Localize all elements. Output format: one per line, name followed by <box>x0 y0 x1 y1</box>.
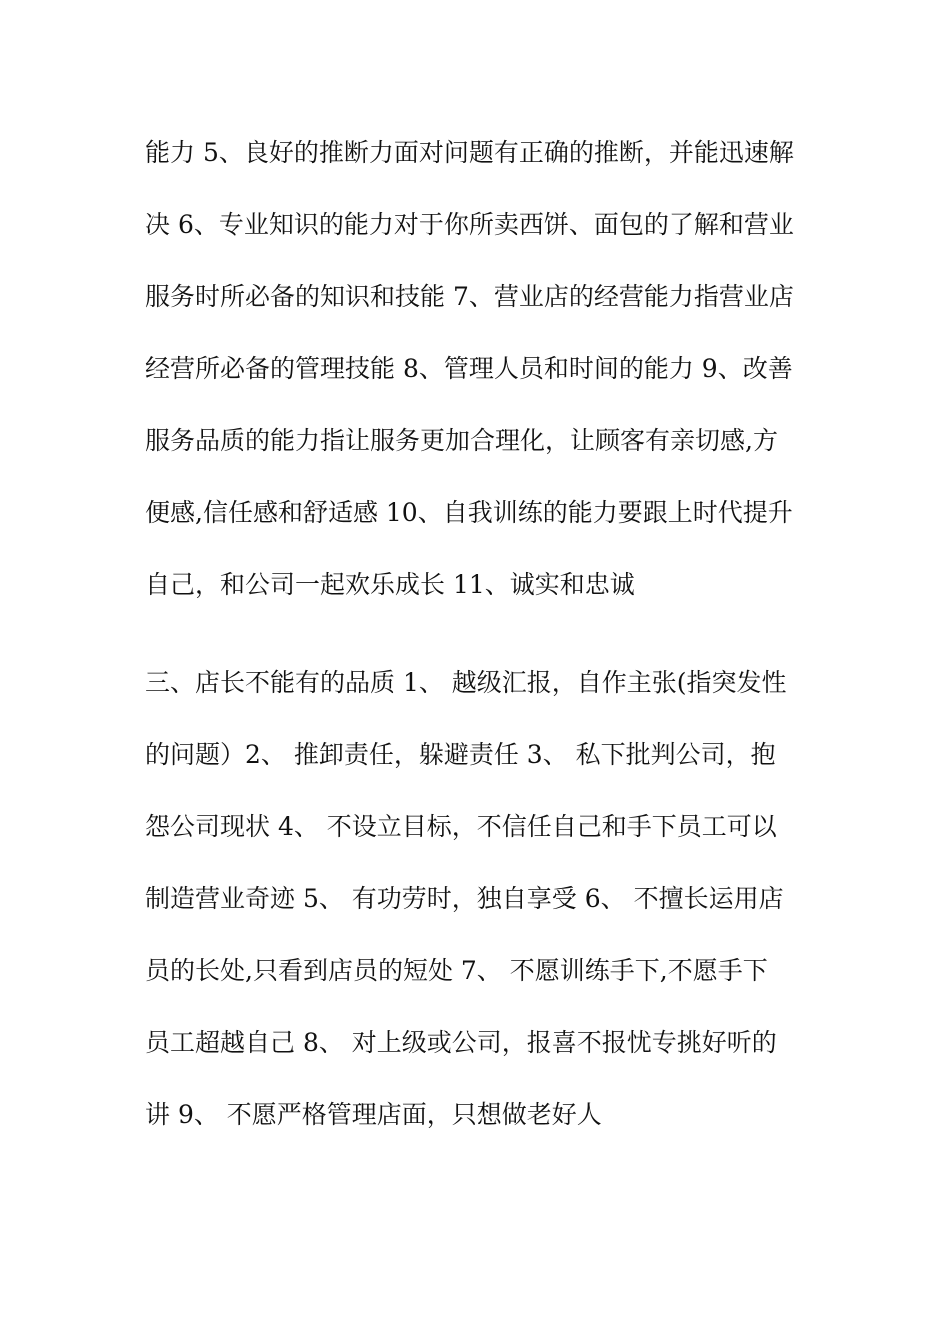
text-line: 制造营业奇迹 5、 有功劳时，独自享受 6、 不擅长运用店 <box>145 884 784 913</box>
text-line: 服务品质的能力指让服务更加合理化，让顾客有亲切感,方 <box>145 426 778 455</box>
text-line: 服务时所必备的知识和技能 7、营业店的经营能力指营业店 <box>145 282 794 311</box>
text-line: 的问题）2、 推卸责任，躲避责任 3、 私下批判公司，抱 <box>145 740 776 769</box>
text-line: 便感,信任感和舒适感 10、自我训练的能力要跟上时代提升 <box>145 498 793 527</box>
text-line: 决 6、专业知识的能力对于你所卖西饼、面包的了解和营业 <box>145 210 794 239</box>
text-line: 员工超越自己 8、 对上级或公司，报喜不报忧专挑好听的 <box>145 1028 777 1057</box>
text-line: 经营所必备的管理技能 8、管理人员和时间的能力 9、改善 <box>145 354 793 383</box>
text-line: 三、店长不能有的品质 1、 越级汇报，自作主张(指突发性 <box>145 668 787 697</box>
text-line: 员的长处,只看到店员的短处 7、 不愿训练手下,不愿手下 <box>145 956 768 985</box>
text-line: 怨公司现状 4、 不设立目标，不信任自己和手下员工可以 <box>145 812 777 841</box>
text-line: 讲 9、 不愿严格管理店面，只想做老好人 <box>145 1100 602 1129</box>
text-line: 自己，和公司一起欢乐成长 11、诚实和忠诚 <box>145 570 635 599</box>
text-line: 能力 5、良好的推断力面对问题有正确的推断，并能迅速解 <box>145 138 794 167</box>
